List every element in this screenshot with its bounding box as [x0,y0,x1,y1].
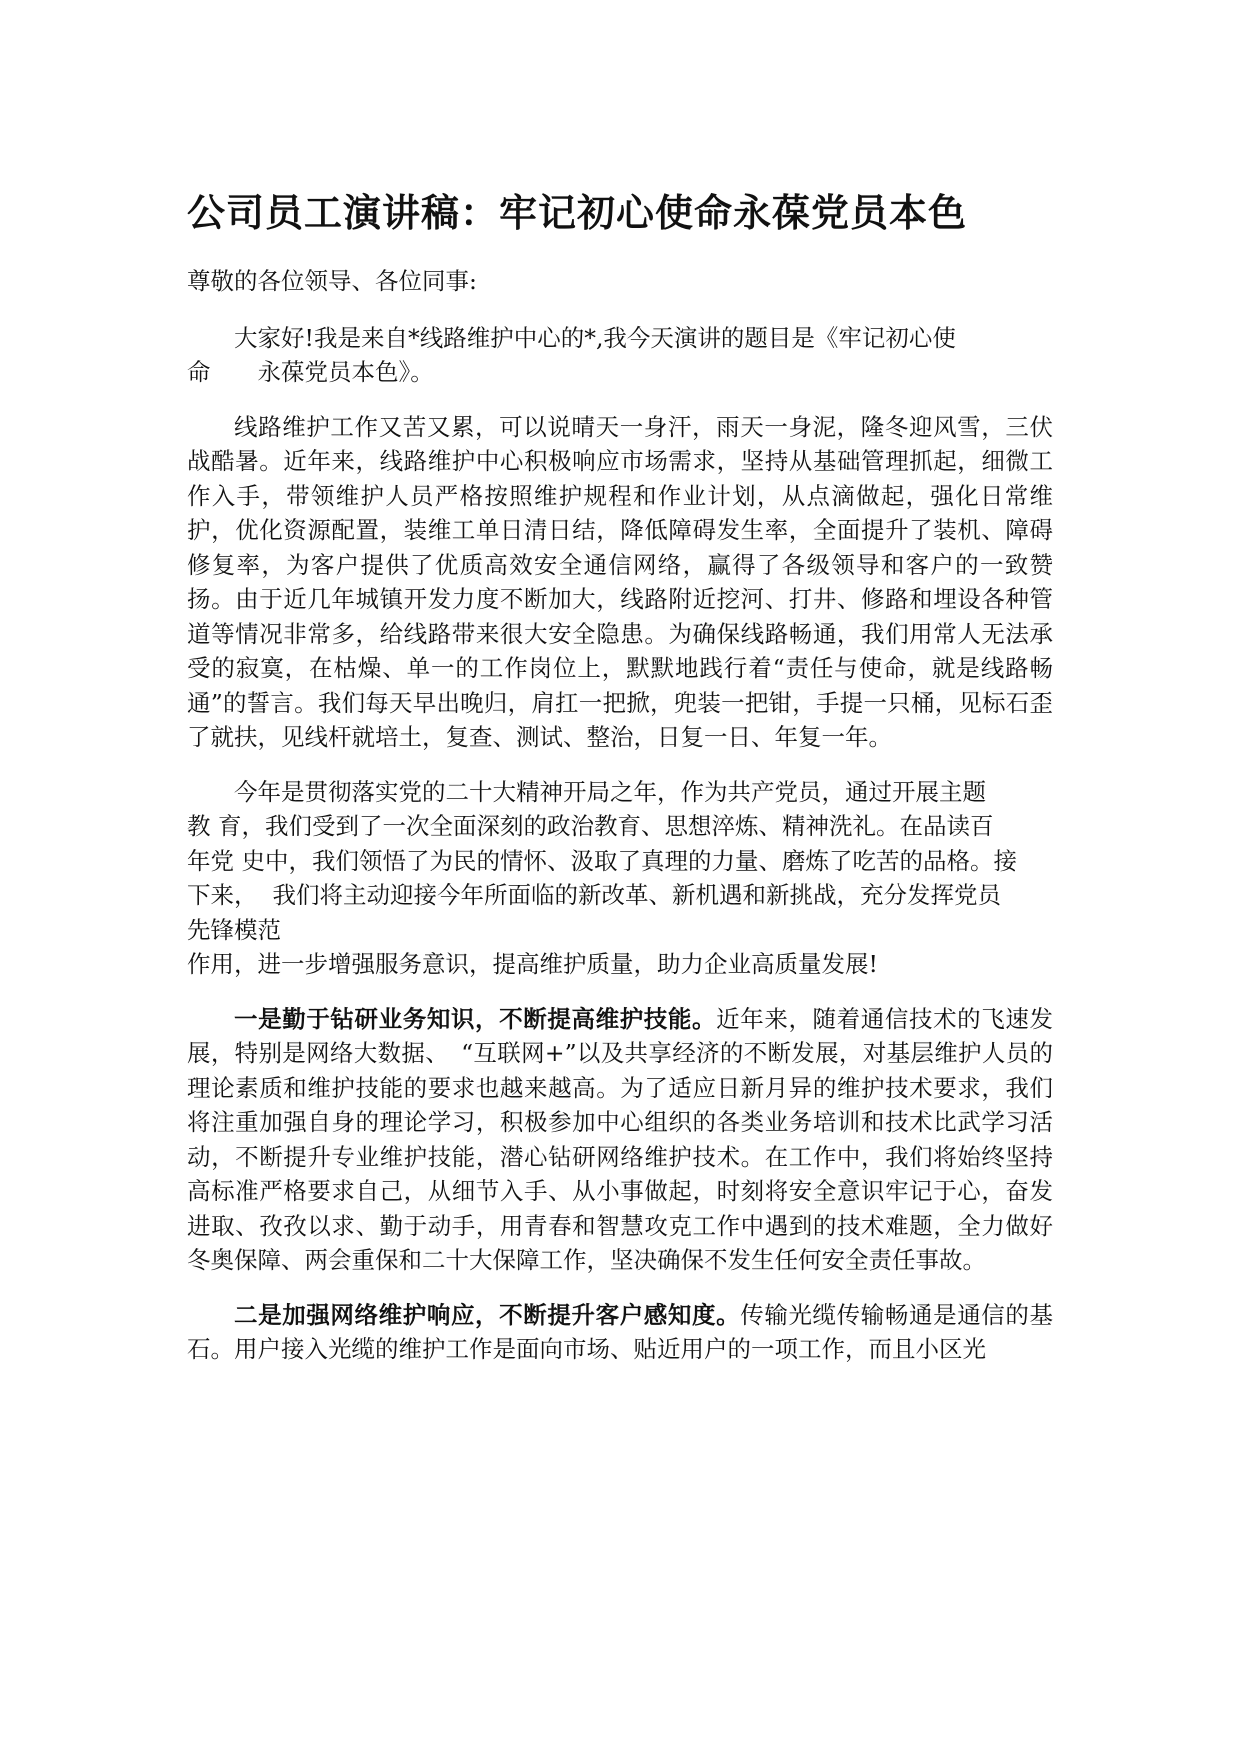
point-two-paragraph [187,1298,1053,1367]
intro-paragraph [187,321,1053,390]
point-two-body: 传输光缆传输畅通是通信的基石。用户接入光缆的维护工作是面向市场、贴近用户的一项工作，而且小区光 [187,1300,1054,1363]
document-title: 公司员工演讲稿：牢记初心使命永葆党员本色 [187,191,968,235]
salutation: 尊敬的各位领导、各位同事: [187,267,477,295]
year-line-2: 教 育，我们受到了一次全面深刻的政治教育、思想淬炼、精神洗礼。在品读百 [187,812,994,840]
document-page [187,190,1053,1367]
year-line-1: 今年是贯彻落实党的二十大精神开局之年，作为共产党员，通过开展主题 [234,777,986,806]
work-paragraph: 线路维护工作又苦又累，可以说晴天一身汗，雨天一身泥，隆冬迎风雪，三伏战酷暑。近年来，线路维护中心积极响应市场需求，坚持从基础管理抓起，细微工作入手，带领维护人员严格按照维护规程和作业计划，从点滴做起，强化日常维护，优化资源配置，装维工单日清日结，降低障碍发生率，全面提升了装机、障碍修复率，为客户提供了优质高效安全通信网络，赢得了各级领导和客户的一致赞扬。由于近几年城镇开发力度不断加大，线路附近挖河、打井、修路和埋设各种管道等情况非常多，给线路带来很大安全隐患。为确保线路畅通，我们用常人无法承受的寂寞，在枯燥、单一的工作岗位上，默默地践行着“责任与使命，就是线路畅通”的誓言。我们每天早出晚归，肩扛一把掀，兜装一把钳，手提一只桶，见标石歪了就扶，见线杆就培土，复查、测试、整治，日复一日、年复一年。 [187,412,1053,751]
point-one-lead: 一是勤于钻研业务知识，不断提高维护技能。 [234,1004,717,1033]
year-line-3: 年党 史中，我们领悟了为民的情怀、汲取了真理的力量、磨炼了吃苦的品格。接 [187,846,1017,875]
year-line-4: 下来， 我们将主动迎接今年所面临的新改革、新机遇和新挑战，充分发挥党员 [187,881,1001,909]
point-two-lead: 二是加强网络维护响应，不断提升客户感知度。 [234,1300,741,1329]
year-paragraph [187,775,1053,982]
year-line-6: 作用，进一步增强服务意识，提高维护质量，助力企业高质量发展! [187,950,878,978]
year-line-5: 先锋模范 [187,915,281,944]
intro-line-1: 大家好!我是来自*线路维护中心的*,我今天演讲的题目是《牢记初心使 [234,323,956,352]
point-one-paragraph [187,1002,1053,1278]
point-one-body: 近年来，随着通信技术的飞速发展，特别是网络大数据、 “互联网+”以及共享经济的不断发展，对基层维护人员的理论素质和维护技能的要求也越来越高。为了适应日新月异的维护技术要求，我们将注重加强自身的理论学习，积极参加中心组织的各类业务培训和技术比武学习活动，不断提升专业维护技能，潜心钻研网络维护技术。在工作中，我们将始终坚持高标准严格要求自己，从细节入手、从小事做起，时刻将安全意识牢记于心，奋发进取、孜孜以求、勤于动手，用青春和智慧攻克工作中遇到的技术难题，全力做好冬奥保障、两会重保和二十大保障工作，坚决确保不发生任何安全责任事故。 [187,1004,1054,1274]
intro-line-2: 命 永葆党员本色》。 [187,358,434,386]
